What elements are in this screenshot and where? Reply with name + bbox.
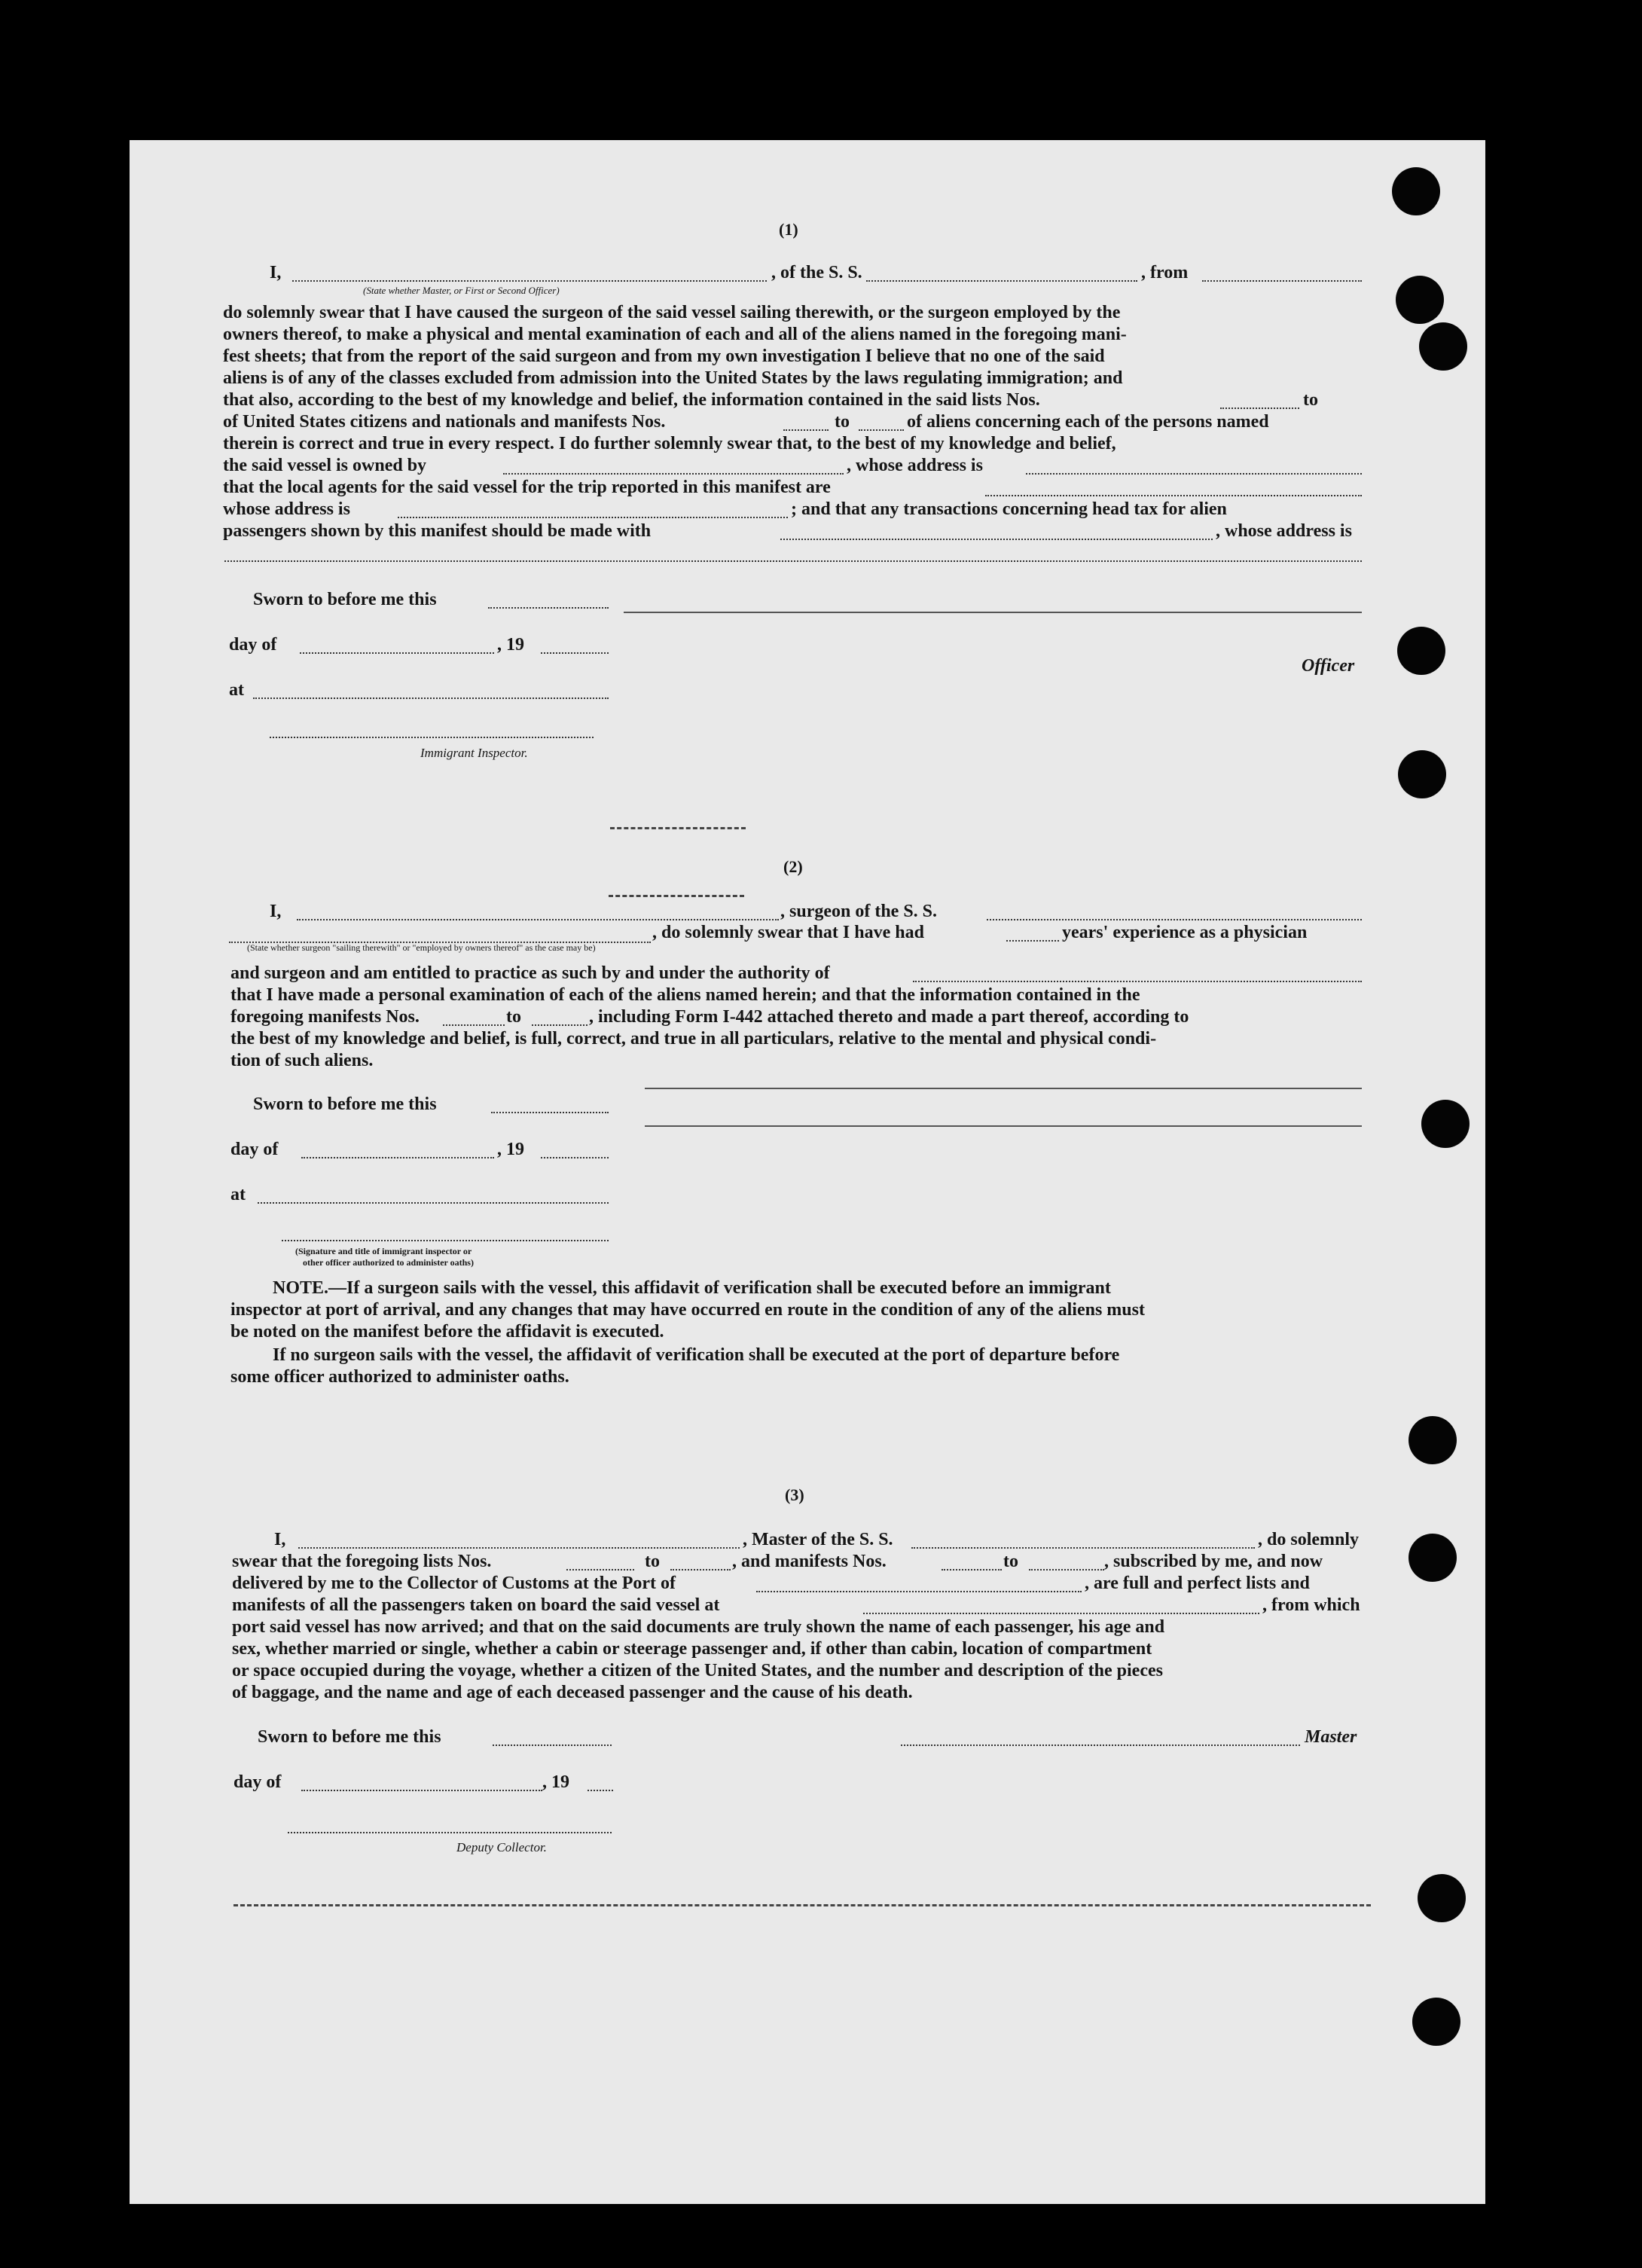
s1-line-2: owners thereof, to make a physical and mental examination of each and all of the aliens named in the foregoing mani- <box>223 325 1127 344</box>
head-tax-address-field[interactable] <box>224 560 1362 562</box>
s1-of-aliens: of aliens concerning each of the persons named <box>907 412 1269 432</box>
s1-month-field[interactable] <box>300 652 494 654</box>
s2-state-note: (State whether surgeon "sailing therewith" or "employed by owners thereof" as the case may be) <box>247 942 596 953</box>
s2-manifests-to-field[interactable] <box>532 1024 588 1026</box>
head-tax-contact-field[interactable] <box>780 539 1213 540</box>
binder-hole <box>1409 1416 1457 1464</box>
section-2-number: (2) <box>783 857 803 876</box>
divider-dash <box>610 827 746 829</box>
s1-transactions: ; and that any transactions concerning head tax for alien <box>791 499 1227 519</box>
s3-to2-label: to <box>1003 1552 1018 1571</box>
s2-at-field[interactable] <box>258 1202 609 1204</box>
s2-i-label: I, <box>270 902 282 921</box>
note-para2-line1: If no surgeon sails with the vessel, the affidavit of verification shall be executed at the port of departure before <box>273 1345 1120 1365</box>
s3-line-2: delivered by me to the Collector of Customs at the Port of <box>232 1574 676 1593</box>
s2-line-1: and surgeon and am entitled to practice as such by and under the authority of <box>230 963 830 983</box>
note-para1-line2: inspector at port of arrival, and any changes that may have occurred en route in the condition of any of the aliens must <box>230 1300 1145 1320</box>
s3-i-label: I, <box>274 1530 286 1549</box>
s2-officer-signature-field[interactable] <box>282 1240 609 1241</box>
s1-line-6: of United States citizens and nationals and manifests Nos. <box>223 412 666 432</box>
years-experience-field[interactable] <box>1006 940 1059 942</box>
s1-to-label: to <box>1303 390 1318 410</box>
s2-line-5: tion of such aliens. <box>230 1051 374 1070</box>
s2-years-exp: years' experience as a physician <box>1062 923 1308 942</box>
s2-line-3: foregoing manifests Nos. <box>230 1007 420 1027</box>
s3-lists-to-field[interactable] <box>670 1569 731 1571</box>
s2-sig-note-1: (Signature and title of immigrant inspector or <box>295 1246 472 1256</box>
s3-day-of-label: day of <box>233 1772 282 1792</box>
s3-sworn-day-field[interactable] <box>493 1744 612 1746</box>
s3-and-manifests: , and manifests Nos. <box>732 1552 887 1571</box>
s2-day-of-label: day of <box>230 1140 279 1159</box>
s2-sig-note-2: other officer authorized to administer oaths) <box>303 1257 474 1268</box>
surgeon-name-field[interactable] <box>297 919 779 920</box>
section-3-number: (3) <box>785 1485 804 1504</box>
s3-line-5: sex, whether married or single, whether a cabin or steerage passenger and, if other than cabin, location of compartment <box>232 1639 1152 1659</box>
lists-nos-from-field[interactable] <box>1220 408 1299 409</box>
bottom-divider <box>233 1904 1371 1906</box>
s1-immigrant-inspector-label: Immigrant Inspector. <box>420 746 528 760</box>
s1-to2-label: to <box>835 412 850 432</box>
s3-lists-from-field[interactable] <box>566 1569 634 1571</box>
binder-hole <box>1419 322 1467 371</box>
s1-year-label: , 19 <box>497 635 524 655</box>
s1-line-5: that also, according to the best of my knowledge and belief, the information contained in the said lists Nos. <box>223 390 1040 410</box>
s3-manifests-from-field[interactable] <box>942 1569 1002 1571</box>
s1-day-of-label: day of <box>229 635 277 655</box>
s1-inspector-signature-field[interactable] <box>270 737 594 738</box>
s2-line-4: the best of my knowledge and belief, is full, correct, and true in all particulars, relative to the mental and physical condi- <box>230 1029 1157 1049</box>
s2-swear: , do solemnly swear that I have had <box>652 923 924 942</box>
s3-to-label: to <box>645 1552 660 1571</box>
vessel-name-field[interactable] <box>866 280 1137 282</box>
s1-whose-address-2: , whose address is <box>1216 521 1352 541</box>
s3-vessel-field[interactable] <box>911 1547 1255 1549</box>
s2-at-label: at <box>230 1185 246 1204</box>
agents-address-field[interactable] <box>398 517 788 518</box>
port-field[interactable] <box>756 1591 1082 1592</box>
s1-year-field[interactable] <box>541 652 609 654</box>
s2-vessel-field[interactable] <box>987 919 1362 920</box>
note-para1-line3: be noted on the manifest before the affidavit is executed. <box>230 1322 664 1342</box>
s3-master-signature-field[interactable] <box>901 1744 1300 1746</box>
binder-hole <box>1412 1998 1460 2046</box>
s2-sworn-day-field[interactable] <box>491 1112 609 1113</box>
owner-address-field[interactable] <box>1026 473 1362 475</box>
s2-to-label: to <box>506 1007 521 1027</box>
s1-at-label: at <box>229 680 244 700</box>
s2-form-text: , including Form I-442 attached thereto and made a part thereof, according to <box>589 1007 1189 1027</box>
s3-full-perfect: , are full and perfect lists and <box>1085 1574 1310 1593</box>
s1-officer-label: Officer <box>1302 656 1355 676</box>
binder-hole <box>1418 1874 1466 1922</box>
s1-line-4: aliens is of any of the classes excluded from admission into the United States by the laws regulating immigration; and <box>223 368 1123 388</box>
s3-line-6: or space occupied during the voyage, whether a citizen of the United States, and the number and description of the pieces <box>232 1661 1163 1680</box>
port-from-field[interactable] <box>1202 280 1362 282</box>
manifests-nos-to-field[interactable] <box>859 429 904 431</box>
binder-hole <box>1398 750 1446 798</box>
s3-master-of-label: , Master of the S. S. <box>743 1530 893 1549</box>
s2-surgeon-of-label: , surgeon of the S. S. <box>780 902 938 921</box>
s1-line-7: therein is correct and true in every respect. I do further solemnly swear that, to the best of my knowledge and belief, <box>223 434 1116 453</box>
s2-line-2: that I have made a personal examination of each of the aliens named herein; and that the information contained in the <box>230 985 1140 1005</box>
master-name-field[interactable] <box>298 1547 740 1549</box>
s3-master-label: Master <box>1305 1727 1357 1747</box>
binder-hole <box>1421 1100 1470 1148</box>
s1-line-1: do solemnly swear that I have caused the surgeon of the said vessel sailing therewith, or the surgeon employed by the <box>223 303 1121 322</box>
note-para2-line2: some officer authorized to administer oaths. <box>230 1367 569 1387</box>
s3-year-field[interactable] <box>588 1790 613 1791</box>
binder-hole <box>1397 627 1445 675</box>
owner-field[interactable] <box>503 473 844 475</box>
s1-line-8: the said vessel is owned by <box>223 456 427 475</box>
s2-year-label: , 19 <box>497 1140 524 1159</box>
s3-line-7: of baggage, and the name and age of each deceased passenger and the cause of his death. <box>232 1683 913 1702</box>
s2-month-field[interactable] <box>301 1157 494 1158</box>
s3-line-4: port said vessel has now arrived; and that on the said documents are truly shown the name of each passenger, his age and <box>232 1617 1165 1637</box>
s1-whose-address: , whose address is <box>847 456 983 475</box>
s3-month-field[interactable] <box>301 1790 542 1791</box>
s3-collector-signature-field[interactable] <box>288 1832 612 1833</box>
s1-from-label: , from <box>1141 263 1189 282</box>
s2-surgeon-title-line[interactable] <box>901 1088 1362 1089</box>
s2-surgeon-signature-line[interactable] <box>645 1088 901 1089</box>
section-1-number: (1) <box>779 220 798 239</box>
s1-line-11: passengers shown by this manifest should be made with <box>223 521 652 541</box>
s1-sworn-day-field[interactable] <box>488 607 609 609</box>
s1-line-9: that the local agents for the said vessel for the trip reported in this manifest are <box>223 478 831 497</box>
binder-hole <box>1396 276 1444 324</box>
binder-hole <box>1392 167 1440 215</box>
s2-signature-line-2[interactable] <box>645 1125 1362 1127</box>
s3-do-solemnly: , do solemnly <box>1258 1530 1360 1549</box>
s3-manifests-to-field[interactable] <box>1029 1569 1104 1571</box>
binder-hole <box>1409 1534 1457 1582</box>
s1-i-label: I, <box>270 263 282 282</box>
s1-of-ss-label: , of the S. S. <box>771 263 862 282</box>
officer-name-field[interactable] <box>292 280 767 282</box>
s2-year-field[interactable] <box>541 1157 609 1158</box>
s2-sworn-label: Sworn to before me this <box>253 1094 437 1114</box>
authority-field[interactable] <box>913 981 1362 982</box>
local-agents-field[interactable] <box>985 495 1362 496</box>
s3-from-which: , from which <box>1262 1595 1360 1615</box>
s3-subscribed: , subscribed by me, and now <box>1104 1552 1323 1571</box>
s1-line-10: whose address is <box>223 499 350 519</box>
s3-line-3: manifests of all the passengers taken on board the said vessel at <box>232 1595 720 1615</box>
s2-manifests-from-field[interactable] <box>443 1024 505 1026</box>
s1-at-field[interactable] <box>253 697 609 699</box>
s1-sworn-label: Sworn to before me this <box>253 590 437 609</box>
s1-state-note: (State whether Master, or First or Second Officer) <box>363 285 560 296</box>
note-para1-line1: NOTE.—If a surgeon sails with the vessel, this affidavit of verification shall be executed before an immigrant <box>273 1278 1111 1298</box>
s3-deputy-collector-label: Deputy Collector. <box>456 1840 547 1854</box>
port-of-embarkation-field[interactable] <box>863 1613 1259 1614</box>
s1-line-3: fest sheets; that from the report of the said surgeon and from my own investigation I believe that no one of the said <box>223 346 1105 366</box>
s3-sworn-label: Sworn to before me this <box>258 1727 441 1747</box>
s1-officer-signature-line[interactable] <box>624 612 1362 613</box>
divider-dash <box>609 895 744 897</box>
s3-year-label: , 19 <box>542 1772 569 1792</box>
s3-line-1: swear that the foregoing lists Nos. <box>232 1552 492 1571</box>
manifests-nos-from-field[interactable] <box>783 429 829 431</box>
